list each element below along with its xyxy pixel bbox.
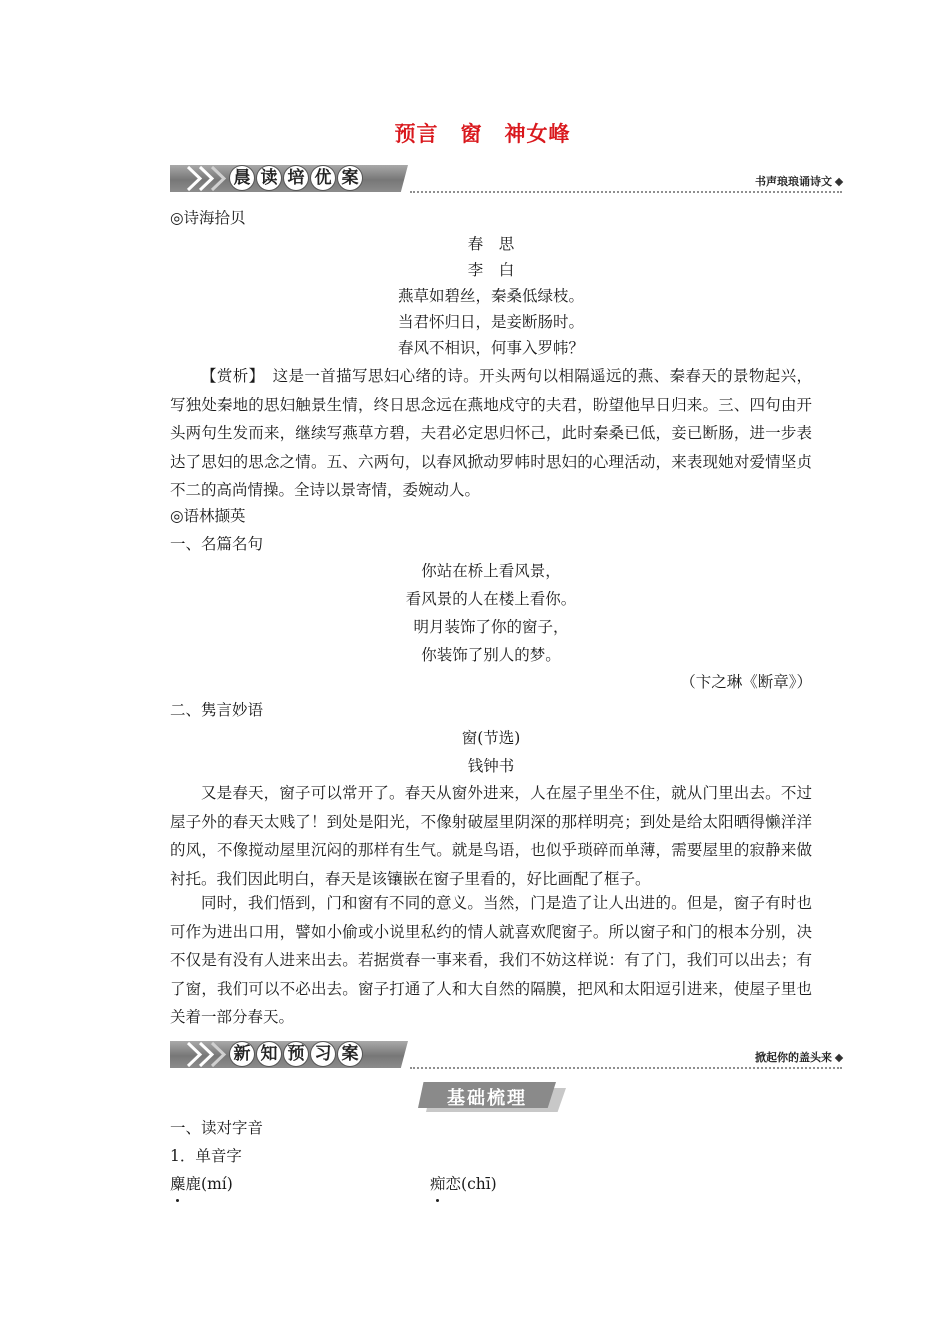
essay-paragraph: 又是春天，窗子可以常开了。春天从窗外进来，人在屋子里坐不住，就从门里出去。不过屋子外的春天太贱了！到处是阳光，不像射破屋里阴深的那样明亮；到处是给太阳晒得懒洋洋的风，不像搅动屋里沉闷的那样有生气。就是鸟语，也似乎琐碎而单薄，需要屋里的寂静来做衬托。我们因此明白，春天是该镶嵌在窗子里看的，好比画配了框子。 xyxy=(170,784,812,888)
poem-line: 春风不相识，何事入罗帏？ xyxy=(397,339,584,357)
essay-title: 窗(节选) xyxy=(461,729,521,747)
banner-tagline: 掀起你的盖头来 xyxy=(755,1049,842,1065)
chevron-arrows-icon xyxy=(184,165,234,192)
pronunciation-pinyin: (chī) xyxy=(461,1175,497,1193)
banner-title: 晨 读 培 优 案 xyxy=(230,166,362,190)
essay-paragraph: 同时，我们悟到，门和窗有不同的意义。当然，门是造了让人出进的。但是，窗子有时也可作为进出口用，譬如小偷或小说里私约的情人就喜欢爬窗子。所以窗子和门的根本分别，决不仅是有没有人进来出去。若据赏春一事来看，我们不妨这样说：有了门，我们可以出去；有了窗，我们可以不必出去。窗子打通了人和大自然的隔膜，把风和太阳逗引进来，使屋子里也关着一部分春天。 xyxy=(170,894,812,1026)
section-heading-yulin: ◎语林撷英 xyxy=(170,507,246,525)
pronunciation-word: 痴恋 xyxy=(430,1175,462,1193)
pronunciation-word: 麋鹿 xyxy=(170,1175,202,1193)
pronunciation-item xyxy=(430,1175,497,1193)
poem-source: （卞之琳《断章》） xyxy=(680,673,812,691)
subheading-quotes: 二、隽言妙语 xyxy=(170,701,264,719)
pronunciation-pinyin: (mí) xyxy=(201,1175,233,1193)
poem-line: 明月装饰了你的窗子， xyxy=(413,618,569,636)
poem-line: 你站在桥上看风景， xyxy=(421,562,561,580)
subheading-single-sound: 1．单音字 xyxy=(170,1147,242,1165)
poem-line: 看风景的人在楼上看你。 xyxy=(405,590,577,608)
diamond-icon xyxy=(835,1054,843,1062)
essay-author: 钱钟书 xyxy=(467,757,515,775)
dotted-divider xyxy=(410,1067,842,1069)
appreciation-paragraph: 【赏析】 这是一首描写思妇心绪的诗。开头两句以相隔遥远的燕、秦春天的景物起兴，写独处秦地的思妇触景生情，终日思念远在燕地戍守的夫君，盼望他早日归来。三、四句由开头两句生发而来，继续写燕草方碧，夫君必定思归怀己，此时秦桑已低，妾已断肠，进一步表达了思妇的思念之情。五、六两句，以春风掀动罗帏时思妇的心理活动，来表现她对爱情坚贞不二的高尚情操。全诗以景寄情，委婉动人。 xyxy=(170,367,812,499)
poem-author: 李 白 xyxy=(467,261,515,279)
diamond-icon xyxy=(835,178,843,186)
pronunciation-item xyxy=(170,1175,233,1193)
chevron-arrows-icon xyxy=(184,1041,234,1068)
banner-title: 新 知 预 习 案 xyxy=(230,1042,362,1066)
subheading-pronunciation: 一、读对字音 xyxy=(170,1119,264,1137)
banner-tagline: 书声琅琅诵诗文 xyxy=(755,173,842,189)
emphasis-dot xyxy=(176,1199,179,1202)
poem-title: 春 思 xyxy=(467,235,515,253)
poem-line: 你装饰了别人的梦。 xyxy=(421,646,561,664)
poem-line: 燕草如碧丝，秦桑低绿枝。 xyxy=(397,287,584,305)
basics-banner: 基础梳理 xyxy=(418,1082,568,1112)
section-heading-shihai: ◎诗海拾贝 xyxy=(170,209,246,227)
poem-line: 当君怀归日，是妾断肠时。 xyxy=(397,313,584,331)
section-banner-preview xyxy=(170,1039,842,1071)
page-title: 预言 窗 神女峰 xyxy=(394,122,571,146)
emphasis-dot xyxy=(436,1199,439,1202)
subheading-famous-lines: 一、名篇名句 xyxy=(170,535,264,553)
dotted-divider xyxy=(410,191,842,193)
section-banner-morning-reading xyxy=(170,163,842,195)
